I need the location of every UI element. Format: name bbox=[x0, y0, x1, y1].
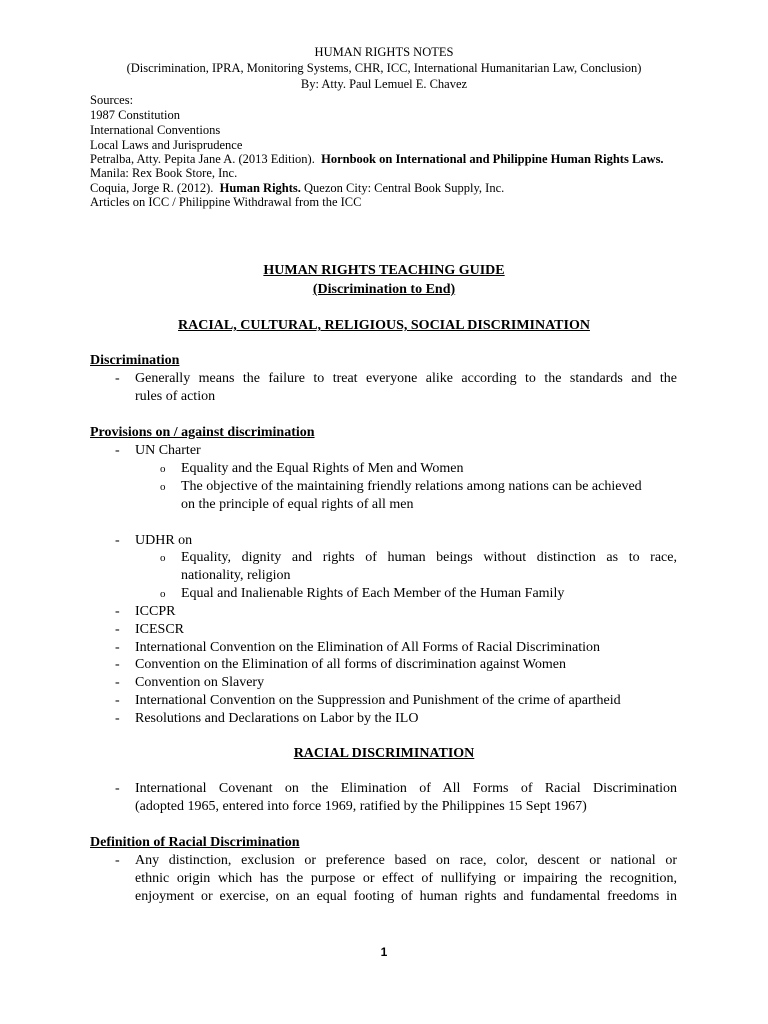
list-item: International Convention on the Suppression and Punishment of the crime of apartheid bbox=[135, 693, 621, 708]
document-title: HUMAN RIGHTS NOTES bbox=[314, 45, 454, 59]
document-author: By: Atty. Paul Lemuel E. Chavez bbox=[300, 77, 468, 91]
sources-label: Sources: bbox=[90, 93, 134, 107]
definition-text: Any distinction, exclusion or preference based on race, color, descent or national or bbox=[135, 853, 677, 868]
bullet-dash: - bbox=[115, 640, 120, 655]
bullet-dash: - bbox=[115, 657, 120, 672]
source-articles: Articles on ICC / Philippine Withdrawal from the ICC bbox=[90, 195, 362, 209]
source-item: 1987 Constitution bbox=[90, 108, 180, 122]
source-petralba bbox=[90, 152, 664, 167]
source-coquia bbox=[90, 181, 504, 196]
sub-list-item: Equality and the Equal Rights of Men and Women bbox=[181, 461, 464, 476]
bullet-dash: - bbox=[115, 693, 120, 708]
definition-heading: Definition of Racial Discrimination bbox=[90, 835, 300, 850]
bullet-circle-icon: o bbox=[160, 552, 166, 564]
bullet-dash: - bbox=[115, 443, 120, 458]
bullet-dash: - bbox=[115, 533, 120, 548]
bullet-dash: - bbox=[115, 711, 120, 726]
list-item: ICESCR bbox=[135, 622, 185, 637]
guide-subtitle: (Discrimination to End) bbox=[312, 282, 456, 297]
bullet-dash: - bbox=[115, 853, 120, 868]
list-item: Resolutions and Declarations on Labor by the ILO bbox=[135, 711, 419, 726]
source-publisher: Quezon City: Central Book Supply, Inc. bbox=[304, 181, 505, 195]
sub-list-item: Equal and Inalienable Rights of Each Member of the Human Family bbox=[181, 586, 565, 601]
bullet-dash: - bbox=[115, 604, 120, 619]
definition-text: ethnic origin which has the purpose or effect of nullifying or impairing the recognition, bbox=[135, 871, 677, 886]
bullet-dash: - bbox=[115, 781, 120, 796]
list-item: Convention on the Elimination of all forms of discrimination against Women bbox=[135, 657, 566, 672]
source-author: Coquia, Jorge R. (2012). bbox=[90, 181, 214, 195]
section-heading: RACIAL DISCRIMINATION bbox=[293, 746, 475, 761]
bullet-circle-icon: o bbox=[160, 463, 166, 475]
sub-list-item: Equality, dignity and rights of human beings without distinction as to race, bbox=[181, 550, 677, 565]
source-publisher: Manila: Rex Book Store, Inc. bbox=[90, 166, 238, 180]
bullet-circle-icon: o bbox=[160, 588, 166, 600]
sub-list-item: on the principle of equal rights of all men bbox=[181, 497, 414, 512]
discrimination-heading: Discrimination bbox=[90, 353, 180, 368]
list-item: ICCPR bbox=[135, 604, 176, 619]
source-item: Local Laws and Jurisprudence bbox=[90, 138, 243, 152]
bullet-dash: - bbox=[115, 371, 120, 386]
page-number: 1 bbox=[380, 945, 388, 959]
discrimination-definition: rules of action bbox=[135, 389, 216, 404]
source-book-title: Human Rights. bbox=[219, 181, 301, 195]
covenant-text: (adopted 1965, entered into force 1969, ratified by the Philippines 15 Sept 1967) bbox=[135, 799, 587, 814]
source-item: International Conventions bbox=[90, 123, 221, 137]
discrimination-definition: Generally means the failure to treat everyone alike according to the standards and the bbox=[135, 371, 677, 386]
sub-list-item: nationality, religion bbox=[181, 568, 291, 583]
document-topics: (Discrimination, IPRA, Monitoring Systems, CHR, ICC, International Humanitarian Law, Conclusion) bbox=[126, 61, 642, 75]
sub-list-item: The objective of the maintaining friendly relations among nations can be achieved bbox=[181, 479, 642, 494]
section-heading: RACIAL, CULTURAL, RELIGIOUS, SOCIAL DISCRIMINATION bbox=[178, 318, 590, 333]
list-item: UN Charter bbox=[135, 443, 201, 458]
guide-title: HUMAN RIGHTS TEACHING GUIDE bbox=[263, 263, 505, 278]
bullet-dash: - bbox=[115, 675, 120, 690]
provisions-heading: Provisions on / against discrimination bbox=[90, 425, 315, 440]
bullet-circle-icon: o bbox=[160, 481, 166, 493]
bullet-dash: - bbox=[115, 622, 120, 637]
list-item: UDHR on bbox=[135, 533, 193, 548]
source-book-title: Hornbook on International and Philippine Human Rights Laws. bbox=[321, 152, 664, 166]
list-item: International Convention on the Elimination of All Forms of Racial Discrimination bbox=[135, 640, 601, 655]
list-item: Convention on Slavery bbox=[135, 675, 265, 690]
covenant-text: International Covenant on the Elimination of All Forms of Racial Discrimination bbox=[135, 781, 677, 796]
definition-text: enjoyment or exercise, on an equal footing of human rights and fundamental freedoms in bbox=[135, 889, 677, 904]
source-author: Petralba, Atty. Pepita Jane A. (2013 Edition). bbox=[90, 152, 315, 166]
